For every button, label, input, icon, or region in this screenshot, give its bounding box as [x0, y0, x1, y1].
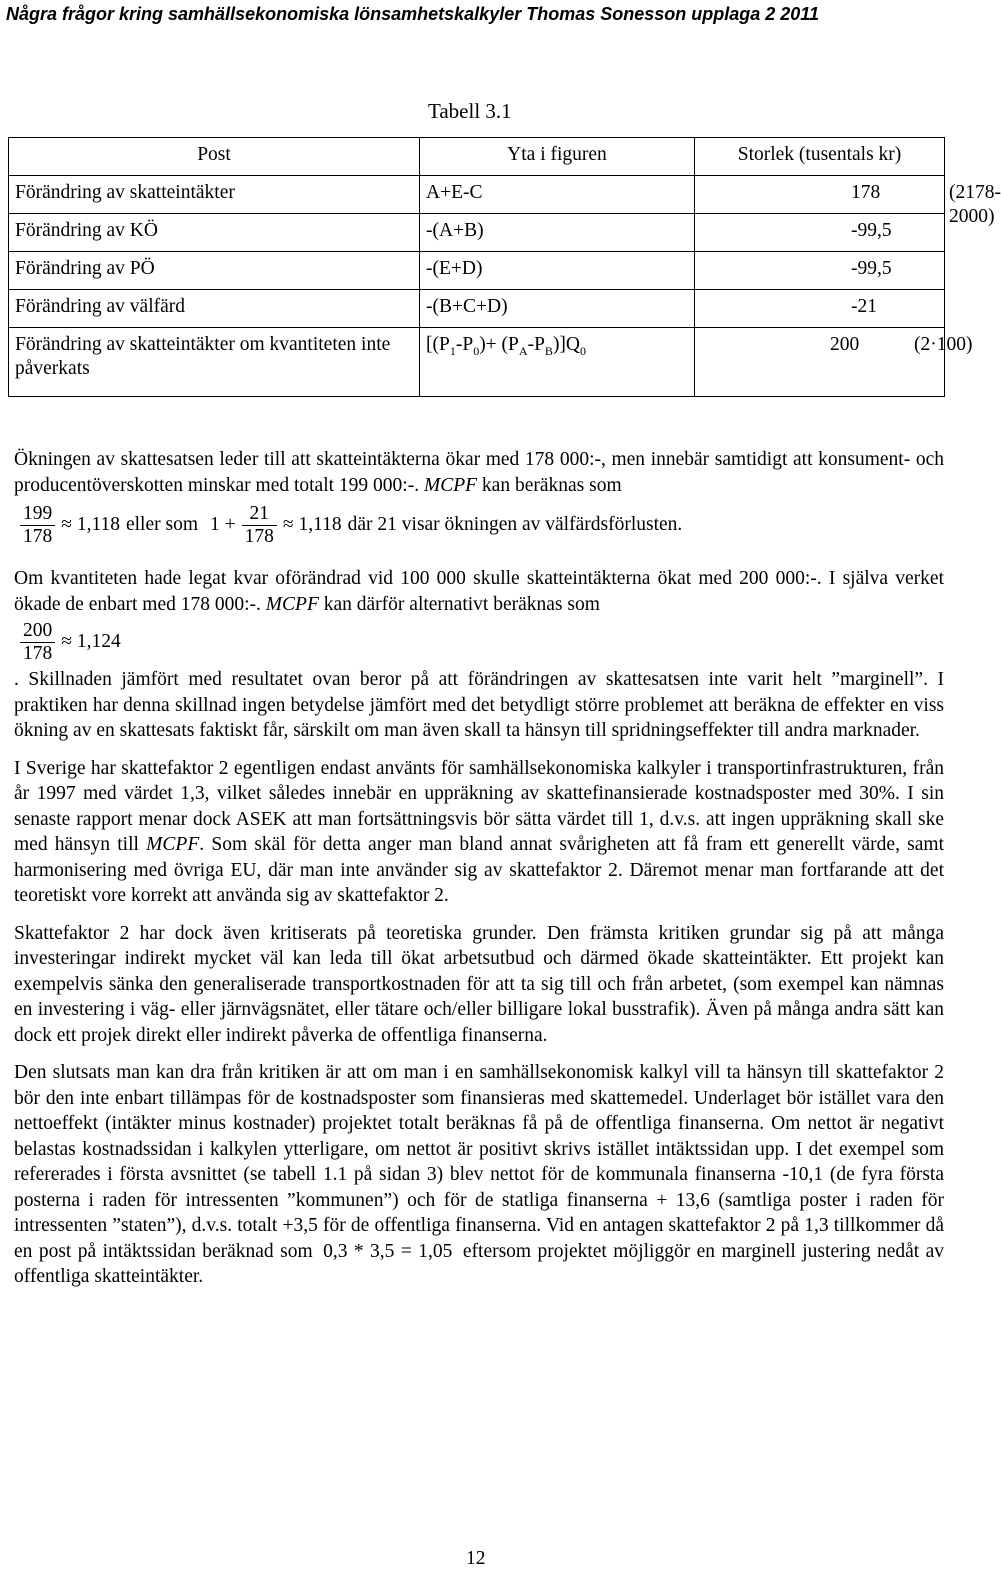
approx-value: ≈ 1,118 — [61, 514, 120, 536]
formula-part: -P — [527, 334, 545, 355]
table-row — [9, 252, 945, 290]
formula-part: -P — [455, 334, 474, 355]
body-text — [14, 447, 944, 1302]
table-row — [9, 290, 945, 328]
cell-post: Förändring av PÖ — [9, 252, 420, 290]
value-storlek: -99,5 — [851, 258, 892, 279]
fraction-numerator: 200 — [20, 620, 55, 643]
cell-yta: -(E+D) — [420, 252, 695, 290]
page-number: 12 — [466, 1548, 486, 1569]
table-row — [9, 328, 945, 397]
fraction-199-178 — [20, 503, 55, 548]
para1-tail: kan beräknas som — [477, 474, 622, 496]
mcpf-term: MCPF — [423, 474, 478, 496]
cell-yta: -(A+B) — [420, 214, 695, 252]
formula-inline: 0,3 * 3,5 = 1,05 — [323, 1240, 453, 1262]
formula-sub: 0 — [580, 343, 587, 358]
para3-text: I Sverige har skattefaktor 2 egentligen endast använts för samhällsekonomiska kalkyler i transportinfrastrukturen, från år 1997 med värdet 1,3, vilket således innebär en uppräkning av skattefinansierade kostnadsposter med 30%. I sin senaste rapport menar dock ASEK att man fortsättningsvis bör sätta värdet till 1, d.v.s. att ingen uppräkning skall ske med hänsyn till — [14, 757, 944, 855]
cell-yta: -(B+C+D) — [420, 290, 695, 328]
paragraph-4: Skattefaktor 2 har dock även kritiserats på teoretiska grunder. Den främsta kritiken grundar sig på att många investeringar indirekt mycket väl kan leda till ökat arbetsutbud och därmed ökade skatteintäkter. Ett projekt kan exempelvis sänka den generaliserade transportkostnaden för att ta sig till och från arbetet, (som exempel kan nämnas en investering i väg- eller järnvägsnätet, eller tätare och/eller billigare lokal busstrafik). Även på många andra sätt kan dock ett projek direkt eller indirekt påverka de offentliga finanserna. — [14, 922, 944, 1046]
formula-sub: B — [544, 343, 553, 358]
formula-part: )]Q — [552, 334, 581, 355]
mcpf-term: MCPF — [146, 834, 200, 855]
cell-storlek — [695, 328, 973, 397]
table-header-row — [9, 138, 945, 176]
formula-sub: 1 — [449, 343, 456, 358]
paragraph-3 — [14, 756, 944, 909]
fraction-200-178 — [20, 620, 55, 665]
cell-yta-formula — [420, 328, 695, 397]
para2-text: . Skillnaden jämfört med resultatet ovan beror på att förändringen av skattesatsen inte varit helt ”marginell”. I praktiken har denna skillnad ingen betydelse jämfört med det betydligt större problemet att beräkna de effekter en viss ökning av en skattesats faktiskt får, särskilt om man även skall ta hänsyn till spridningseffekter till andra marknader. — [14, 669, 944, 741]
running-header: Några frågor kring samhällsekonomiska lönsamhetskalkyler Thomas Sonesson upplaga 2 2011 — [6, 4, 819, 24]
cell-post: Förändring av skatteintäkter — [9, 176, 420, 214]
approx-value: ≈ 1,118 — [282, 514, 342, 536]
para5-text: eftersom projektet möjliggör en marginell justering nedåt av offentliga skatteintäkter. — [14, 1240, 945, 1287]
cell-post: Förändring av skatteintäkter om kvantiteten inte påverkats — [9, 328, 420, 397]
formula-line-1 — [14, 498, 944, 552]
approx-value: ≈ 1,124 — [61, 631, 121, 653]
results-table — [8, 137, 1001, 397]
formula-part: [(P — [426, 334, 450, 355]
header-yta: Yta i figuren — [420, 138, 695, 176]
para1-end: där 21 visar ökningen av välfärdsförlusten. — [347, 514, 683, 536]
cell-storlek — [695, 252, 945, 290]
cell-yta: A+E-C — [420, 176, 695, 214]
fraction-numerator: 21 — [242, 503, 277, 526]
value-extra: (2·100) — [914, 334, 973, 355]
para5-text: Den slutsats man kan dra från kritiken är att om man i en samhällsekonomisk kalkyl vill ta hänsyn till skattefaktor 2 bör den inte enbart tillämpas för de kostnadsposter som finansieras med skattemedel. Underlaget bör istället vara den nettoeffekt (intäkter minus kostnader) projektet totalt beräknas få på de offentliga finanserna. Om nettot är negativt belastas kostnadssidan i kalkylen ytterligare, om nettot är positivt skrivs istället intäktssidan upp. I det exempel som refererades i första avsnittet (se tabell 1.1 på sidan 3) blev nettot för de kommunala finanserna -10,1 (de fyra första posterna i raden för intressenten ”kommunen”) och för de statliga finanserna + 13,6 (samtliga poster i raden för intressenten ”staten”), d.v.s. totalt +3,5 för de offentliga finanserna. Vid en antagen skattefaktor 2 på 1,3 tillkommer då en post på intäktssidan beräknad som — [14, 1062, 944, 1262]
value-storlek: -99,5 — [851, 220, 892, 241]
fraction-denominator: 178 — [244, 525, 274, 547]
one-plus: 1 + — [210, 514, 236, 536]
table-row — [9, 176, 945, 214]
fraction-21-178 — [242, 503, 277, 548]
value-storlek: 200 — [830, 334, 860, 355]
cell-storlek — [695, 214, 945, 252]
cell-storlek — [695, 176, 1001, 227]
fraction-denominator: 178 — [23, 525, 53, 547]
eller-text: eller som — [125, 514, 199, 536]
fraction-numerator: 199 — [20, 503, 55, 526]
paragraph-1 — [14, 447, 944, 498]
paragraph-5 — [14, 1060, 944, 1290]
mcpf-term: MCPF — [265, 593, 319, 615]
para3-text: . Som skäl för detta anger man bland annat svårigheten att få fram ett generellt värde, samt harmonisering med övriga EU, där man inte använder sig av skattefaktor 2. Däremot menar man fortfarande att det teoretiskt vore korrekt att använda sig av skattefaktor 2. — [14, 834, 944, 906]
paragraph-2-cont — [14, 667, 944, 744]
formula-sub: A — [518, 343, 528, 358]
header-post: Post — [9, 138, 420, 176]
table-row — [9, 214, 945, 252]
para2-text: Om kvantiteten hade legat kvar oförändrad vid 100 000 skulle skatteintäkterna ökat med 200 000:-. I själva verket ökade de enbart med 178 000:-. — [14, 568, 944, 615]
cell-storlek — [695, 290, 945, 328]
cell-post: Förändring av KÖ — [9, 214, 420, 252]
formula-sub: 0 — [473, 343, 480, 358]
para1-text: Ökningen av skattesatsen leder till att skatteintäkterna ökar med 178 000:-, men innebär samtidigt att konsument- och producentöverskotten minskar med totalt 199 000:-. — [14, 449, 944, 496]
formula-part: )+ (P — [479, 334, 519, 355]
fraction-denominator: 178 — [23, 642, 53, 664]
value-storlek: -21 — [851, 296, 877, 317]
cell-post: Förändring av välfärd — [9, 290, 420, 328]
value-extra: (2178-2000) — [949, 182, 1001, 227]
table-caption: Tabell 3.1 — [428, 99, 512, 123]
formula-line-2 — [14, 617, 944, 667]
paragraph-2 — [14, 566, 944, 617]
value-storlek: 178 — [851, 182, 881, 203]
para2-text: kan därför alternativt beräknas som — [318, 593, 600, 615]
header-storlek: Storlek (tusentals kr) — [695, 138, 945, 176]
